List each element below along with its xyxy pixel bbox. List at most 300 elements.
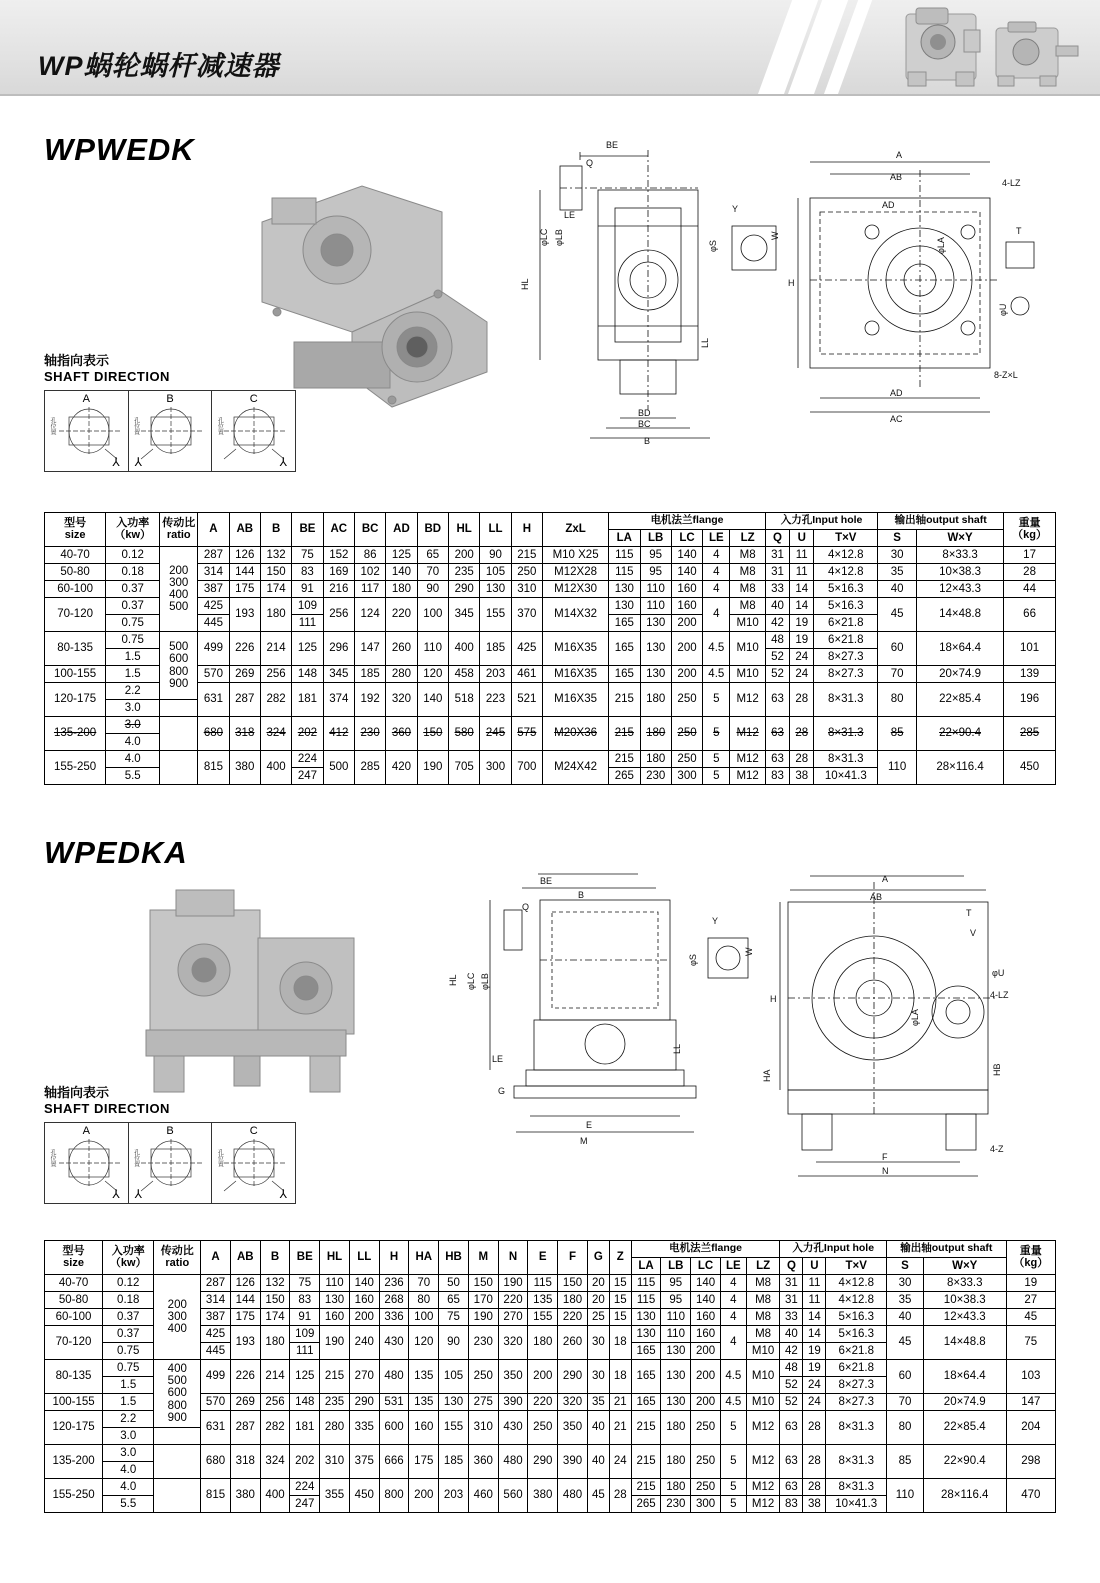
col-F: F [558,1241,588,1275]
col-WY: W×Y [917,530,1004,547]
cell-U: 19 [803,1343,826,1360]
cell-ZxL: M16X35 [543,632,609,666]
cell-AD: 280 [386,666,417,683]
cell-AC: 412 [323,717,354,751]
cell-LB: 95 [661,1292,691,1309]
cell-G: 40 [587,1445,609,1479]
cell-weight: 139 [1004,666,1056,683]
cell-LB: 110 [661,1326,691,1343]
cell-Q: 33 [765,581,789,598]
cell-TV: 6×21.8 [814,632,878,649]
cell-H: 430 [379,1326,409,1360]
cell-H: 310 [511,581,542,598]
cell-BC: 102 [354,564,385,581]
cell-H: 425 [511,632,542,666]
cell-WY: 28×116.4 [917,751,1004,785]
svg-text:AD: AD [882,200,895,210]
cell-power: 0.18 [103,1292,154,1309]
cell-BD: 65 [417,547,448,564]
cell-BD: 90 [417,581,448,598]
cell-TV: 4×12.8 [814,564,878,581]
cell-HL: 355 [320,1479,350,1513]
col-M: M [468,1241,498,1275]
cell-A: 570 [201,1394,231,1411]
col-LE: LE [703,530,730,547]
cell-LZ: M8 [746,1309,780,1326]
cell-Q: 31 [765,547,789,564]
cell-LZ: M12 [746,1411,780,1445]
cell-Z: 28 [609,1479,631,1513]
cell-LC: 200 [691,1394,721,1411]
cell-TV: 8×31.3 [814,751,878,768]
cell-LZ: M10 [730,632,765,666]
cell-HB: 155 [439,1411,469,1445]
cell-WY: 18×64.4 [917,632,1004,666]
cell-U: 24 [803,1377,826,1394]
cell-AB: 318 [230,1445,260,1479]
cell-LB: 110 [640,598,671,615]
cell-U: 14 [790,581,814,598]
table-row [45,1479,1056,1496]
cell-AD: 180 [386,581,417,598]
svg-text:HB: HB [992,1063,1002,1076]
cell-LC: 200 [671,615,702,632]
col-LZ: LZ [746,1258,780,1275]
cell-power: 4.0 [106,734,160,751]
cell-LZ: M10 [730,615,765,632]
table-row [45,547,1056,564]
col-Q: Q [780,1258,803,1275]
cell-LL: 130 [480,581,511,598]
cell-weight: 285 [1004,717,1056,751]
table-row [45,751,1056,768]
cell-power: 5.5 [103,1496,154,1513]
cell-TV: 10×41.3 [814,768,878,785]
cell-A: 815 [198,751,229,785]
cell-WY: 22×90.4 [923,1445,1006,1479]
cell-A: 815 [201,1479,231,1513]
cell-LE: 5 [703,683,730,717]
cell-size: 50-80 [45,1292,103,1309]
col-TV: T×V [826,1258,887,1275]
cell-LE: 4 [703,564,730,581]
col-AD: AD [386,513,417,547]
cell-HL: 280 [320,1411,350,1445]
col-N: N [498,1241,528,1275]
col-AB: AB [229,513,260,547]
page-header [0,0,1100,96]
cell-Q: 52 [780,1377,803,1394]
cell-ratio-group-2: 400 500 600 800 900 [154,1360,201,1428]
cell-LZ: M8 [730,581,765,598]
cell-M: 460 [468,1479,498,1513]
svg-text:LE: LE [564,210,576,220]
cell-LC: 160 [691,1309,721,1326]
cell-Z: 15 [609,1275,631,1292]
shaft-cell-letter-c: C [249,1125,258,1137]
shaft-cell-letter-a: A [82,1125,90,1137]
svg-text:W: W [770,231,780,240]
page-title: WP蜗轮蜗杆减速器 [38,51,280,81]
cell-E: 250 [528,1411,558,1445]
cell-E: 220 [528,1394,558,1411]
cell-N: 480 [498,1445,528,1479]
col-LA: LA [609,530,640,547]
shaft-direction-cell-a [45,391,129,471]
cell-size: 60-100 [45,1309,103,1326]
cell-F: 150 [558,1275,588,1292]
cell-weight: 19 [1006,1275,1055,1292]
cell-TV: 8×31.3 [814,717,878,751]
cell-S: 45 [878,598,917,632]
cell-A: 680 [198,717,229,751]
cell-B: 400 [260,1479,290,1513]
cell-HB: 203 [439,1479,469,1513]
cell-LA: 165 [631,1360,661,1394]
cell-S: 45 [887,1326,924,1360]
cell-TV: 8×27.3 [814,649,878,666]
svg-text:V: V [970,928,977,938]
cell-U: 14 [790,598,814,615]
cell-Q: 31 [780,1275,803,1292]
cell-B: 180 [260,1326,290,1360]
cell-S: 30 [878,547,917,564]
wpedka-table-body [45,1275,1056,1513]
cell-H: 800 [379,1479,409,1513]
cell-ratio-group-4 [160,751,198,785]
cell-TV: 8×31.3 [826,1411,887,1445]
cell-AD: 220 [386,598,417,632]
cell-TV: 5×16.3 [814,581,878,598]
cell-BE: 247 [292,768,323,785]
cell-LZ: M10 [730,666,765,683]
cell-U: 11 [790,564,814,581]
cell-HB: 105 [439,1360,469,1394]
shaft-cell-arrow-b: ⅄ [134,1187,143,1201]
svg-text:F: F [882,1152,888,1162]
cell-LC: 160 [671,581,702,598]
col-H: H [379,1241,409,1275]
cell-LL: 270 [349,1360,379,1394]
cell-Q: 63 [765,683,789,717]
cell-LA: 215 [609,717,640,751]
cell-ZxL: M14X32 [543,598,609,632]
cell-LC: 200 [671,632,702,666]
cell-AD: 360 [386,717,417,751]
cell-BE: 91 [290,1309,320,1326]
svg-text:HA: HA [762,1069,772,1082]
col-B: B [260,513,291,547]
cell-LC: 200 [671,666,702,683]
cell-LL: 90 [480,547,511,564]
cell-F: 390 [558,1445,588,1479]
svg-text:φLB: φLB [554,229,564,246]
cell-H: 215 [511,547,542,564]
col-A: A [198,513,229,547]
col-ratio: 传动比 ratio [154,1241,201,1275]
cell-HL: 580 [448,717,479,751]
cell-weight: 28 [1004,564,1056,581]
cell-Z: 21 [609,1411,631,1445]
cell-weight: 204 [1006,1411,1055,1445]
cell-LE: 5 [720,1479,746,1496]
cell-TV: 8×27.3 [826,1377,887,1394]
cell-AB: 226 [229,632,260,666]
cell-Q: 63 [780,1411,803,1445]
cell-U: 38 [790,768,814,785]
shaft-cell-note-b: 孔位置 [132,417,139,435]
cell-LL: 185 [480,632,511,666]
cell-LC: 250 [691,1479,721,1496]
cell-weight: 196 [1004,683,1056,717]
cell-HL: 215 [320,1360,350,1394]
cell-HL: 290 [448,581,479,598]
cell-HL: 235 [448,564,479,581]
cell-HA: 120 [409,1326,439,1360]
svg-text:HL: HL [520,278,530,290]
cell-ZxL: M12X30 [543,581,609,598]
col-H: H [511,513,542,547]
cell-BE: 125 [290,1360,320,1394]
col-LC: LC [671,530,702,547]
cell-HL: 400 [448,632,479,666]
col-U: U [803,1258,826,1275]
cell-E: 155 [528,1309,558,1326]
table-row [45,1360,1056,1377]
cell-M: 190 [468,1309,498,1326]
cell-LA: 130 [609,598,640,615]
cell-S: 70 [887,1394,924,1411]
cell-U: 11 [803,1275,826,1292]
col-ZxL: ZxL [543,513,609,547]
svg-text:4-LZ: 4-LZ [990,990,1009,1000]
cell-LL: 335 [349,1411,379,1445]
col-power: 入功率 （kw） [106,513,160,547]
cell-G: 40 [587,1411,609,1445]
cell-WY: 22×85.4 [923,1411,1006,1445]
shaft-cell-letter-c: C [249,393,258,405]
shaft-cell-letter-a: A [82,393,90,405]
cell-ratio-group-1: 200 300 400 500 [160,547,198,632]
cell-G: 35 [587,1394,609,1411]
cell-LC: 140 [671,547,702,564]
cell-LZ: M10 [746,1360,780,1394]
cell-LL: 155 [480,598,511,632]
cell-ratio-group-3 [160,717,198,751]
cell-LE: 4 [720,1275,746,1292]
cell-M: 360 [468,1445,498,1479]
cell-size: 60-100 [45,581,106,598]
cell-Q: 40 [765,598,789,615]
cell-power: 1.5 [103,1377,154,1394]
cell-N: 190 [498,1275,528,1292]
cell-U: 24 [803,1394,826,1411]
cell-LC: 300 [671,768,702,785]
cell-BE: 181 [290,1411,320,1445]
col-E: E [528,1241,558,1275]
cell-S: 85 [878,717,917,751]
cell-LB: 130 [640,632,671,666]
shaft-direction-box [44,390,296,472]
shaft-direction-box [44,1122,296,1204]
shaft-cell-note-c: 孔位置 [216,417,223,435]
cell-LE: 4 [720,1309,746,1326]
cell-LB: 130 [661,1343,691,1360]
gearbox-photo-1-icon [902,6,984,90]
col-LA: LA [631,1258,661,1275]
cell-LZ: M12 [746,1496,780,1513]
col-size: 型号 size [45,1241,103,1275]
cell-LC: 160 [671,598,702,615]
cell-AD: 260 [386,632,417,666]
shaft-direction-cell-a [45,1123,129,1203]
cell-Q: 63 [765,751,789,768]
cell-S: 40 [887,1309,924,1326]
cell-AC: 216 [323,581,354,598]
svg-text:E: E [586,1120,593,1130]
cell-H: 700 [511,751,542,785]
cell-Q: 52 [780,1394,803,1411]
cell-BC: 192 [354,683,385,717]
cell-LE: 5 [703,768,730,785]
cell-power: 3.0 [106,700,160,717]
cell-LL: 240 [349,1326,379,1360]
cell-HA: 200 [409,1479,439,1513]
wpedka-technical-drawing [430,866,1050,1196]
cell-TV: 8×31.3 [826,1445,887,1479]
cell-WY: 20×74.9 [923,1394,1006,1411]
col-HA: HA [409,1241,439,1275]
cell-ZxL: M16X35 [543,666,609,683]
cell-HL: 345 [448,598,479,632]
cell-G: 20 [587,1275,609,1292]
shaft-cell-letter-b: B [166,393,174,405]
cell-LZ: M8 [730,547,765,564]
cell-A: 499 [201,1360,231,1394]
cell-S: 85 [887,1445,924,1479]
cell-BC: 185 [354,666,385,683]
cell-LC: 250 [691,1445,721,1479]
shaft-cell-note-a: 孔位置 [49,1149,55,1167]
cell-Q: 83 [780,1496,803,1513]
cell-B: 214 [260,632,291,666]
col-BE: BE [290,1241,320,1275]
cell-LE: 4.5 [703,666,730,683]
cell-LB: 110 [661,1309,691,1326]
table-header-row-1 [45,513,1056,530]
cell-LB: 95 [640,547,671,564]
cell-U: 11 [803,1292,826,1309]
cell-power: 0.75 [106,632,160,649]
cell-N: 430 [498,1411,528,1445]
cell-H: 666 [379,1445,409,1479]
col-AC: AC [323,513,354,547]
svg-text:Y: Y [732,204,739,214]
cell-A: 631 [198,683,229,717]
wpwedk-table-wrap [44,512,1056,785]
cell-E: 290 [528,1445,558,1479]
cell-WY: 14×48.8 [923,1326,1006,1360]
group-output-shaft: 输出轴output shaft [878,513,1004,530]
cell-A: 287 [198,547,229,564]
cell-power: 0.12 [103,1275,154,1292]
cell-F: 480 [558,1479,588,1513]
cell-LZ: M12 [746,1479,780,1496]
cell-LA: 215 [631,1445,661,1479]
cell-LE: 5 [720,1411,746,1445]
svg-text:G: G [498,1086,506,1096]
cell-S: 70 [878,666,917,683]
cell-HL: 130 [320,1292,350,1309]
cell-WY: 8×33.3 [923,1275,1006,1292]
svg-text:LE: LE [492,1054,504,1064]
cell-BE: 247 [290,1496,320,1513]
cell-U: 14 [803,1309,826,1326]
cell-H: 268 [379,1292,409,1309]
cell-size: 155-250 [45,1479,103,1513]
cell-A: 387 [198,581,229,598]
cell-U: 24 [790,666,814,683]
cell-U: 28 [803,1411,826,1445]
cell-power: 2.2 [106,683,160,700]
cell-power: 3.0 [103,1428,154,1445]
col-BD: BD [417,513,448,547]
svg-text:BD: BD [638,408,651,418]
col-LE: LE [720,1258,746,1275]
shaft-cell-letter-b: B [166,1125,174,1137]
cell-LZ: M8 [746,1275,780,1292]
cell-B: 180 [260,598,291,632]
cell-Z: 21 [609,1394,631,1411]
shaft-direction-cell-c [212,1123,295,1203]
cell-size: 120-175 [45,683,106,717]
cell-M: 230 [468,1326,498,1360]
cell-TV: 8×31.3 [814,683,878,717]
col-Q: Q [765,530,789,547]
cell-HL: 518 [448,683,479,717]
svg-text:Y: Y [712,916,719,926]
cell-LL: 203 [480,666,511,683]
wpedka-shaft-direction [44,1082,296,1204]
cell-LC: 250 [671,683,702,717]
cell-HA: 135 [409,1360,439,1394]
cell-ratio-group-3 [154,1445,201,1479]
svg-text:AB: AB [870,892,883,902]
cell-S: 110 [887,1479,924,1513]
col-Z: Z [609,1241,631,1275]
cell-Q: 42 [780,1343,803,1360]
cell-HL: 235 [320,1394,350,1411]
cell-size: 50-80 [45,564,106,581]
cell-LC: 300 [691,1496,721,1513]
shaft-direction-cell-c [212,391,295,471]
cell-power: 1.5 [103,1394,154,1411]
table-row [45,1275,1056,1292]
cell-S: 60 [887,1360,924,1394]
cell-LC: 160 [691,1326,721,1343]
cell-WY: 22×90.4 [917,717,1004,751]
cell-BE: 202 [292,717,323,751]
cell-HL: 310 [320,1445,350,1479]
cell-B: 174 [260,1309,290,1326]
shaft-cell-arrow-a: ⅄ [112,455,120,469]
cell-power: 0.37 [106,581,160,598]
col-HL: HL [448,513,479,547]
cell-B: 256 [260,666,291,683]
cell-A: 570 [198,666,229,683]
cell-WY: 8×33.3 [917,547,1004,564]
shaft-direction-cell-b [129,391,213,471]
